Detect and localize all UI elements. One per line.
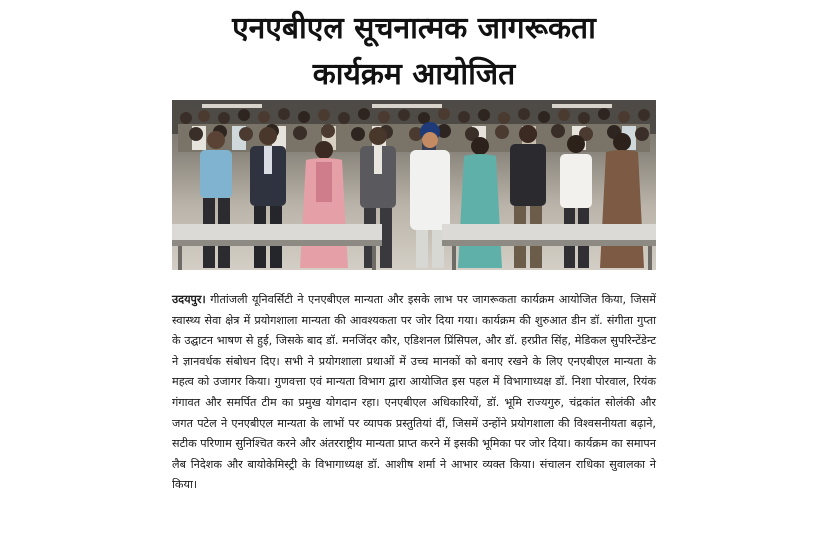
article-body: गीतांजली यूनिवर्सिटी ने एनएबीएल मान्यता और इसके लाभ पर जागरूकता कार्यक्रम आयोजित किया, जिसमें स्वास्थ्य सेवा क्षेत्र में प्रयोगशाला मान्यता की आवश्यकता पर जोर दिया गया। कार्यक्रम की शुरुआत डीन डॉ. संगीता गुप्ता के उद्घाटन भाषण से हुई, जिसके बाद डॉ. मनजिंदर कौर, एडिशनल प्रिंसिपल, और डॉ. हरप्रीत सिंह, मेडिकल सुपरिन्टेंडेन्ट ने ज्ञानवर्धक संबोधन दिए। सभी ने प्रयोगशाला प्रथाओं में उच्च मानकों को बनाए रखने के लिए एनएबीएल मान्यता के महत्व को उजागर किया। गुणवत्ता एवं मान्यता विभाग द्वारा आयोजित इस पहल में विभागाध्यक्ष डॉ. निशा पोरवाल, रियंक गंगावत और समर्पित टीम का प्रमुख योगदान रहा। एनएबीएल अधिकारियों, डॉ. भूमि राज्यगुरु, चंद्रकांत सोलंकी और जगत पटेल ने एनएबीएल मान्यता के लाभों पर व्यापक प्रस्तुतियां दीं, जिसमें उन्होंने प्रयोगशाला की विश्वसनीयता बढ़ाने, सटीक परिणाम सुनिश्चित करने और अंतरराष्ट्रीय मान्यता प्राप्त करने में इसकी भूमिका पर जोर दिया। कार्यक्रम का समापन लैब निदेशक और बायोकेमिस्ट्री के विभागाध्यक्ष डॉ. आशीष शर्मा ने आभार व्यक्त किया। संचालन राधिका सुवालका ने किया। [172,293,656,492]
headline-line-2: कार्यक्रम आयोजित [312,57,516,92]
article-text [172,290,656,496]
article-dateline: उदयपुर। [172,293,206,306]
group-photo [172,100,656,270]
news-clipping [165,0,663,549]
headline-line-1: एनएबीएल सूचनात्मक जागरूकता [232,11,596,46]
headline [165,6,663,98]
group-photo-icon [172,100,656,270]
